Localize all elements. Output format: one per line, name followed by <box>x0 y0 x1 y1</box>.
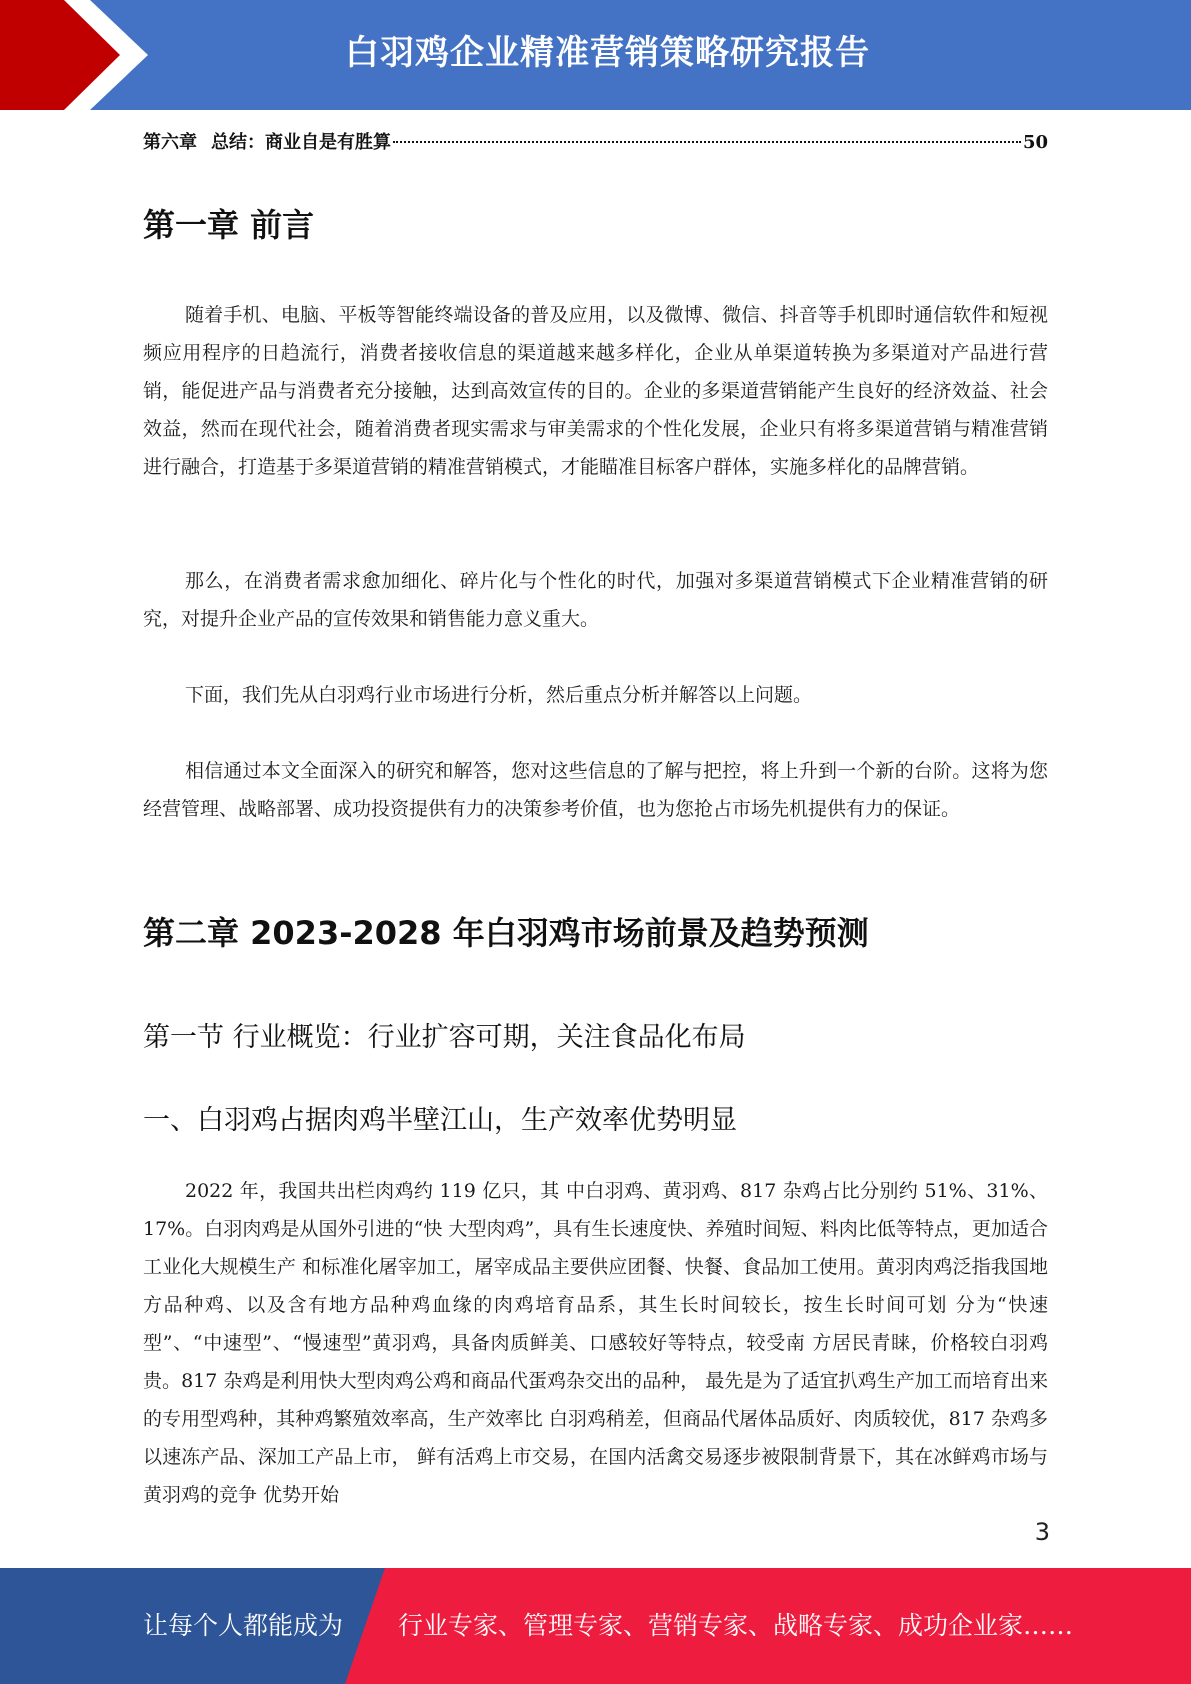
toc-chapter-number: 第六章 <box>143 132 197 153</box>
chapter-1-heading: 第一章 前言 <box>143 206 315 244</box>
report-title: 白羽鸡企业精准营销策略研究报告 <box>345 33 870 73</box>
subsection-1-paragraph: 2022 年，我国共出栏肉鸡约 119 亿只，其 中白羽鸡、黄羽鸡、817 杂鸡占比分别约 51%、31%、17%。白羽肉鸡是从国外引进的“快 大型肉鸡”，具有生长速度快、养殖时间短、料肉比低等特点，更加适合工业化大规模生产 和标准化屠宰加工，屠宰成品主要供应团餐、快餐、食品加工使用。黄羽肉鸡泛指我国地 方品种鸡、以及含有地方品种鸡血缘的肉鸡培育品系，其生长时间较长，按生长时间可划 分为“快速型”、“中速型”、“慢速型”黄羽鸡，具备肉质鲜美、口感较好等特点，较受南 方居民青睐，价格较白羽鸡贵。817 杂鸡是利用快大型肉鸡公鸡和商品代蛋鸡杂交出的品种， 最先是为了适宜扒鸡生产加工而培育出来的专用型鸡种，其种鸡繁殖效率高，生产效率比 白羽鸡稍差，但商品代屠体品质好、肉质较优，817 杂鸡多以速冻产品、深加工产品上市， 鲜有活鸡上市交易，在国内活禽交易逐步被限制背景下，其在冰鲜鸡市场与黄羽鸡的竞争 优势开始 <box>143 1180 1048 1506</box>
toc-chapter-title: 总结：商业自是有胜算 <box>211 132 391 153</box>
section-1-heading: 第一节 行业概览：行业扩容可期，关注食品化布局 <box>143 1022 746 1053</box>
toc-leader-dots <box>393 141 1021 143</box>
toc-page-number: 50 <box>1022 132 1048 153</box>
chapter-2-heading: 第二章 2023-2028 年白羽鸡市场前景及趋势预测 <box>143 914 869 952</box>
chapter-1-paragraph-3: 下面，我们先从白羽鸡行业市场进行分析，然后重点分析并解答以上问题。 <box>185 684 813 706</box>
footer-slogan-left: 让每个人都能成为 <box>143 1611 344 1640</box>
chapter-1-paragraph-2: 那么，在消费者需求愈加细化、碎片化与个性化的时代，加强对多渠道营销模式下企业精准营销的研究，对提升企业产品的宣传效果和销售能力意义重大。 <box>143 570 1048 630</box>
chapter-1-paragraph-1: 随着手机、电脑、平板等智能终端设备的普及应用，以及微博、微信、抖音等手机即时通信软件和短视频应用程序的日趋流行，消费者接收信息的渠道越来越多样化，企业从单渠道转换为多渠道对产品进行营销，能促进产品与消费者充分接触，达到高效宣传的目的。企业的多渠道营销能产生良好的经济效益、社会效益，然而在现代社会，随着消费者现实需求与审美需求的个性化发展，企业只有将多渠道营销与精准营销进行融合，打造基于多渠道营销的精准营销模式，才能瞄准目标客户群体，实施多样化的品牌营销。 <box>143 304 1048 478</box>
toc-entry[interactable] <box>143 128 1048 160</box>
page-number: 3 <box>1034 1518 1050 1546</box>
page-header <box>0 0 1191 110</box>
chapter-1-paragraph-4: 相信通过本文全面深入的研究和解答，您对这些信息的了解与把控，将上升到一个新的台阶。这将为您经营管理、战略部署、成功投资提供有力的决策参考价值，也为您抢占市场先机提供有力的保证。 <box>143 760 1048 820</box>
toc-entry-label <box>143 128 391 154</box>
footer-slogan-right: 行业专家、管理专家、营销专家、战略专家、成功企业家…… <box>398 1611 1074 1640</box>
subsection-1-heading: 一、白羽鸡占据肉鸡半壁江山，生产效率优势明显 <box>143 1105 737 1136</box>
page-footer <box>0 1568 1191 1684</box>
